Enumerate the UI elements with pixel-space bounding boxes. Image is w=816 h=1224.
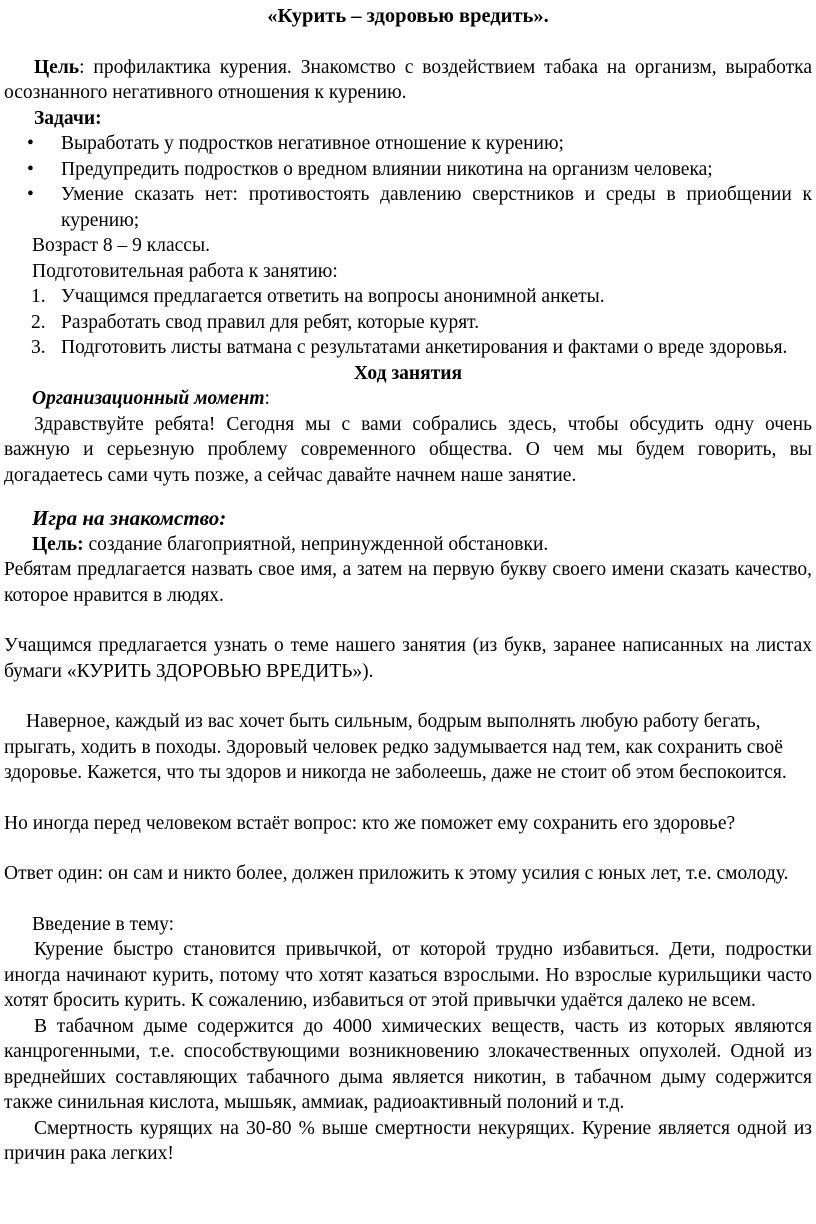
age-text: Возраст 8 – 9 классы. [32, 235, 210, 256]
task-item: • Умение сказать нет: противостоять давлению сверстников и среды в приобщении к курению; [61, 182, 812, 233]
goal-paragraph [4, 55, 812, 106]
org-colon: : [264, 388, 270, 409]
topic-paragraph: Учащимся предлагается узнать о теме нашего занятия (из букв, заранее написанных на листах бумаги «КУРИТЬ ЗДОРОВЬЮ ВРЕДИТЬ»). [4, 635, 812, 682]
intro-heading: Введение в тему: [32, 913, 174, 935]
prep-item-number: 1. [31, 286, 46, 307]
question-paragraph: Но иногда перед человеком встаёт вопрос: кто же поможет ему сохранить его здоровье? [4, 812, 736, 834]
prep-item [31, 310, 812, 336]
intro-paragraph-1: Курение быстро становится привычкой, от которой трудно избавиться. Дети, подростки иногда начинают курить, потому что хотят казаться взрослыми. Но взрослые курильщики часто хотят бросить курить. К сожалению, избавиться от этой привычки удаётся далеко не всем. [4, 939, 812, 1011]
game-paragraph: Ребятам предлагается назвать свое имя, а затем на первую букву своего имени сказать качество, которое нравится в людях. [4, 559, 812, 606]
intro-paragraph-3: Смертность курящих на 30-80 % выше смертности некурящих. Курение является одной из причин рака легких! [4, 1117, 812, 1164]
prep-item [31, 284, 812, 310]
prep-item-number: 3. [31, 337, 46, 358]
task-item: • Выработать у подростков негативное отношение к курению; [61, 131, 812, 157]
org-heading [4, 386, 812, 412]
prep-label: Подготовительная работа к занятию: [32, 260, 338, 282]
goal-label: Цель [34, 56, 80, 78]
task-item: • Предупредить подростков о вредном влиянии никотина на организм человека; [61, 157, 812, 183]
answer-paragraph: Ответ один: он сам и никто более, должен приложить к этому усилия с юных лет, т.е. смолоду. [4, 863, 789, 884]
document-title: «Курить – здоровью вредить». [267, 5, 549, 27]
game-heading: Игра на знакомство: [32, 506, 227, 530]
org-label: Организационный момент [32, 388, 265, 409]
prep-item-number: 2. [31, 311, 46, 333]
game-goal [4, 532, 812, 558]
prep-item-text: Учащимся предлагается ответить на вопросы анонимной анкеты. [61, 286, 605, 307]
goal-text: : профилактика курения. Знакомство с воздействием табака на организм, выработка осознанного негативного отношения к курению. [4, 56, 812, 103]
course-heading: Ход занятия [353, 362, 463, 384]
prep-item [31, 335, 812, 361]
org-paragraph: Здравствуйте ребята! Сегодня мы с вами собрались здесь, чтобы обсудить одну очень важную и серьезную проблему современного общества. О чем мы будем говорить, вы догадаетесь сами чуть позже, а сейчас давайте начнем наше занятие. [4, 413, 812, 486]
prep-list [4, 284, 812, 361]
intro-paragraph-2: В табачном дыме содержится до 4000 химических веществ, часть из которых являются канцрогенными, т.е. способствующими возникновению злокачественных опухолей. Одной из вреднейших составляющих табачного дыма является никотин, в табачном дыму содержится также синильная кислота, мышьяк, аммиак, радиоактивный полоний и т.д. [4, 1015, 812, 1113]
prep-item-text: Разработать свод правил для ребят, которые курят. [61, 311, 480, 333]
tasks-label: Задачи: [34, 107, 102, 129]
prep-item-text: Подготовить листы ватмана с результатами анкетирования и фактами о вреде здоровья. [61, 337, 788, 358]
game-goal-text: создание благоприятной, непринужденной обстановки. [83, 533, 549, 555]
game-goal-label: Цель: [32, 533, 84, 555]
health-paragraph: Наверное, каждый из вас хочет быть сильным, бодрым выполнять любую работу бегать, прыгать, ходить в походы. Здоровый человек редко задумывается над тем, как сохранить своё здоровье. Кажется, что ты здоров и никогда не заболеешь, даже не стоит об этом беспокоится. [4, 711, 787, 783]
tasks-list [4, 131, 812, 233]
